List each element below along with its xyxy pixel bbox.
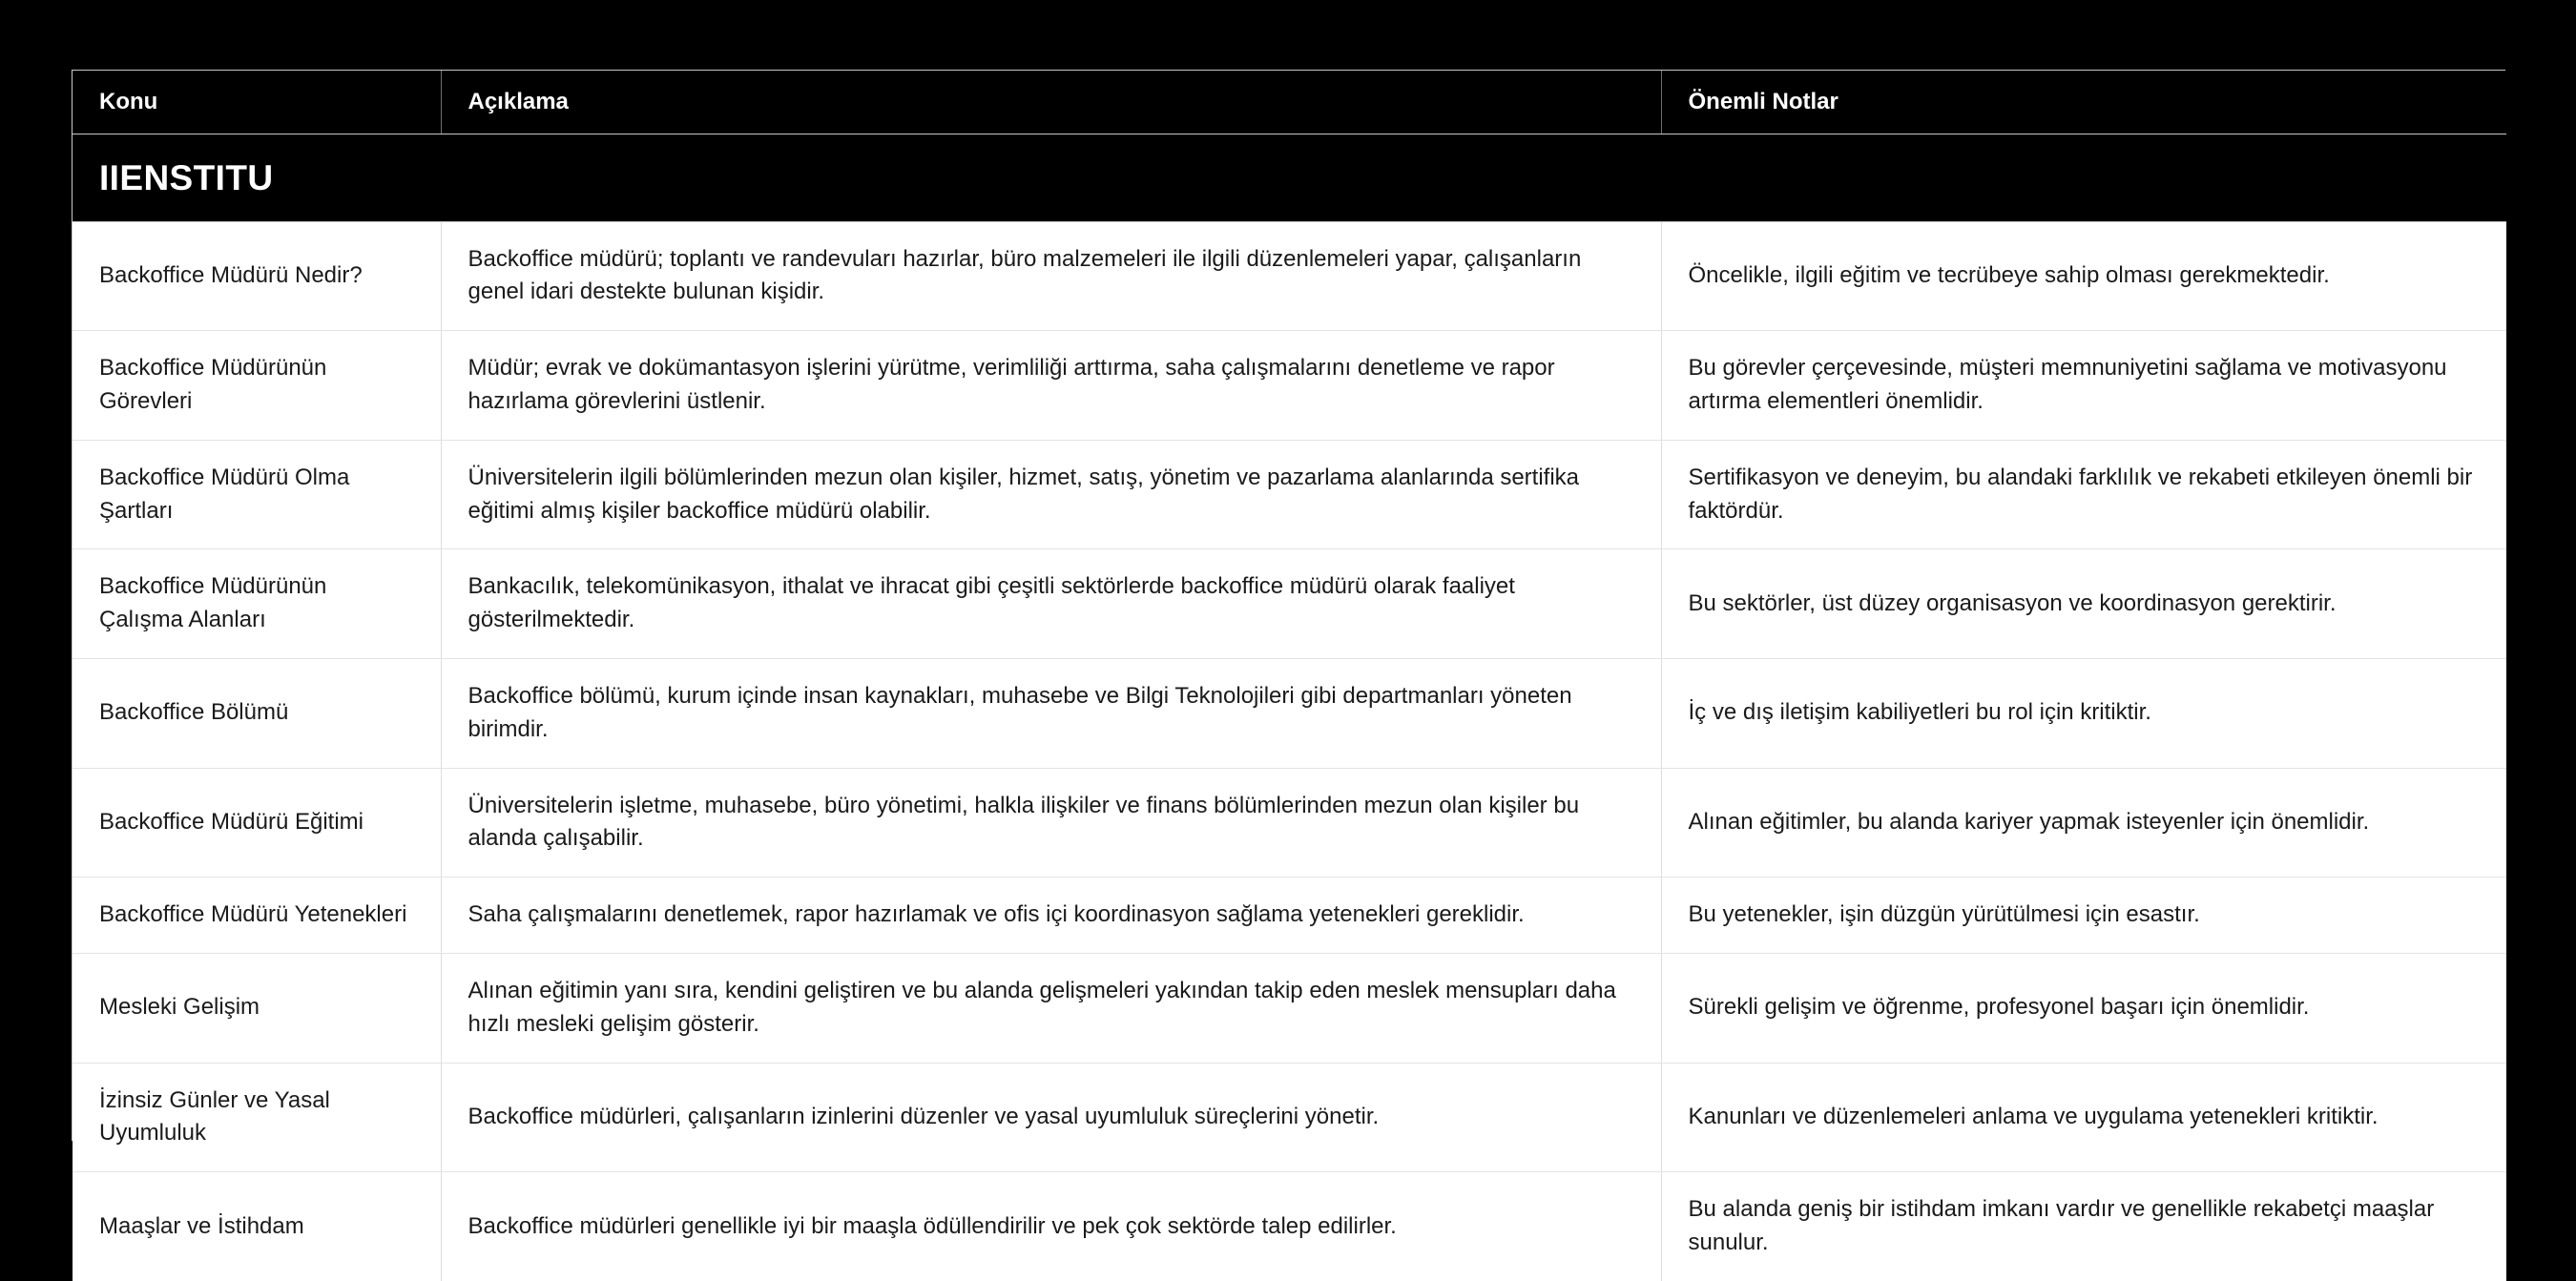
cell-onemli-notlar: Bu yetenekler, işin düzgün yürütülmesi için esastır.	[1661, 878, 2506, 954]
cell-onemli-notlar: Öncelikle, ilgili eğitim ve tecrübeye sahip olması gerekmektedir.	[1661, 221, 2506, 331]
cell-aciklama: Üniversitelerin ilgili bölümlerinden mezun olan kişiler, hizmet, satış, yönetim ve pazarlama alanlarında sertifika eğitimi almış kişiler backoffice müdürü olabilir.	[441, 440, 1661, 549]
brand-title-row	[73, 134, 2506, 222]
table-row	[73, 1172, 2506, 1281]
cell-aciklama: Saha çalışmalarını denetlemek, rapor hazırlamak ve ofis içi koordinasyon sağlama yetenekleri gereklidir.	[441, 878, 1661, 954]
column-header-aciklama: Açıklama	[441, 71, 1661, 134]
cell-konu: Maaşlar ve İstihdam	[73, 1172, 441, 1281]
cell-aciklama: Bankacılık, telekomünikasyon, ithalat ve ihracat gibi çeşitli sektörlerde backoffice müdürü olarak faaliyet gösterilmektedir.	[441, 549, 1661, 659]
cell-onemli-notlar: Alınan eğitimler, bu alanda kariyer yapmak isteyenler için önemlidir.	[1661, 768, 2506, 878]
cell-aciklama: Backoffice müdürleri, çalışanların izinlerini düzenler ve yasal uyumluluk süreçlerini yönetir.	[441, 1063, 1661, 1172]
cell-aciklama: Müdür; evrak ve dokümantasyon işlerini yürütme, verimliliği arttırma, saha çalışmalarını denetleme ve rapor hazırlama görevlerini üstlenir.	[441, 331, 1661, 441]
cell-onemli-notlar: Sürekli gelişim ve öğrenme, profesyonel başarı için önemlidir.	[1661, 954, 2506, 1064]
table-title-band	[73, 134, 2506, 222]
cell-onemli-notlar: Sertifikasyon ve deneyim, bu alandaki farklılık ve rekabeti etkileyen önemli bir faktördür.	[1661, 440, 2506, 549]
table-body	[73, 221, 2506, 1281]
cell-onemli-notlar: İç ve dış iletişim kabiliyetleri bu rol için kritiktir.	[1661, 659, 2506, 769]
cell-onemli-notlar: Bu sektörler, üst düzey organisasyon ve koordinasyon gerektirir.	[1661, 549, 2506, 659]
cell-konu: Backoffice Müdürünün Çalışma Alanları	[73, 549, 441, 659]
table-row	[73, 768, 2506, 878]
table-row	[73, 440, 2506, 549]
cell-aciklama: Backoffice bölümü, kurum içinde insan kaynakları, muhasebe ve Bilgi Teknolojileri gibi departmanları yöneten birimdir.	[441, 659, 1661, 769]
table-row	[73, 954, 2506, 1064]
brand-title-cell	[73, 134, 2506, 222]
cell-konu: Backoffice Müdürü Yetenekleri	[73, 878, 441, 954]
table-row	[73, 331, 2506, 441]
table-row	[73, 878, 2506, 954]
table-row	[73, 1063, 2506, 1172]
cell-konu: Backoffice Müdürü Nedir?	[73, 221, 441, 331]
cell-konu: İzinsiz Günler ve Yasal Uyumluluk	[73, 1063, 441, 1172]
table-header-row	[73, 71, 2506, 134]
table-row	[73, 659, 2506, 769]
table-header	[73, 71, 2506, 134]
cell-onemli-notlar: Bu alanda geniş bir istihdam imkanı vardır ve genellikle rekabetçi maaşlar sunulur.	[1661, 1172, 2506, 1281]
cell-konu: Backoffice Müdürünün Görevleri	[73, 331, 441, 441]
cell-onemli-notlar: Bu görevler çerçevesinde, müşteri memnuniyetini sağlama ve motivasyonu artırma elementleri önemlidir.	[1661, 331, 2506, 441]
cell-konu: Backoffice Müdürü Eğitimi	[73, 768, 441, 878]
cell-konu: Mesleki Gelişim	[73, 954, 441, 1064]
brand-title: IIENSTITU	[99, 158, 274, 197]
column-header-konu: Konu	[73, 71, 441, 134]
cell-aciklama: Üniversitelerin işletme, muhasebe, büro yönetimi, halkla ilişkiler ve finans bölümlerinden mezun olan kişiler bu alanda çalışabilir.	[441, 768, 1661, 878]
cell-konu: Backoffice Müdürü Olma Şartları	[73, 440, 441, 549]
table-row	[73, 221, 2506, 331]
backoffice-info-table	[73, 71, 2506, 1281]
cell-aciklama: Alınan eğitimin yanı sıra, kendini geliştiren ve bu alanda gelişmeleri yakından takip eden meslek mensupları daha hızlı mesleki gelişim gösterir.	[441, 954, 1661, 1064]
cell-konu: Backoffice Bölümü	[73, 659, 441, 769]
table-row	[73, 549, 2506, 659]
cell-onemli-notlar: Kanunları ve düzenlemeleri anlama ve uygulama yetenekleri kritiktir.	[1661, 1063, 2506, 1172]
cell-aciklama: Backoffice müdürleri genellikle iyi bir maaşla ödüllendirilir ve pek çok sektörde talep edilirler.	[441, 1172, 1661, 1281]
cell-aciklama: Backoffice müdürü; toplantı ve randevuları hazırlar, büro malzemeleri ile ilgili düzenlemeleri yapar, çalışanların genel idari destekte bulunan kişidir.	[441, 221, 1661, 331]
column-header-notlar: Önemli Notlar	[1661, 71, 2506, 134]
info-table-container	[72, 70, 2505, 1256]
